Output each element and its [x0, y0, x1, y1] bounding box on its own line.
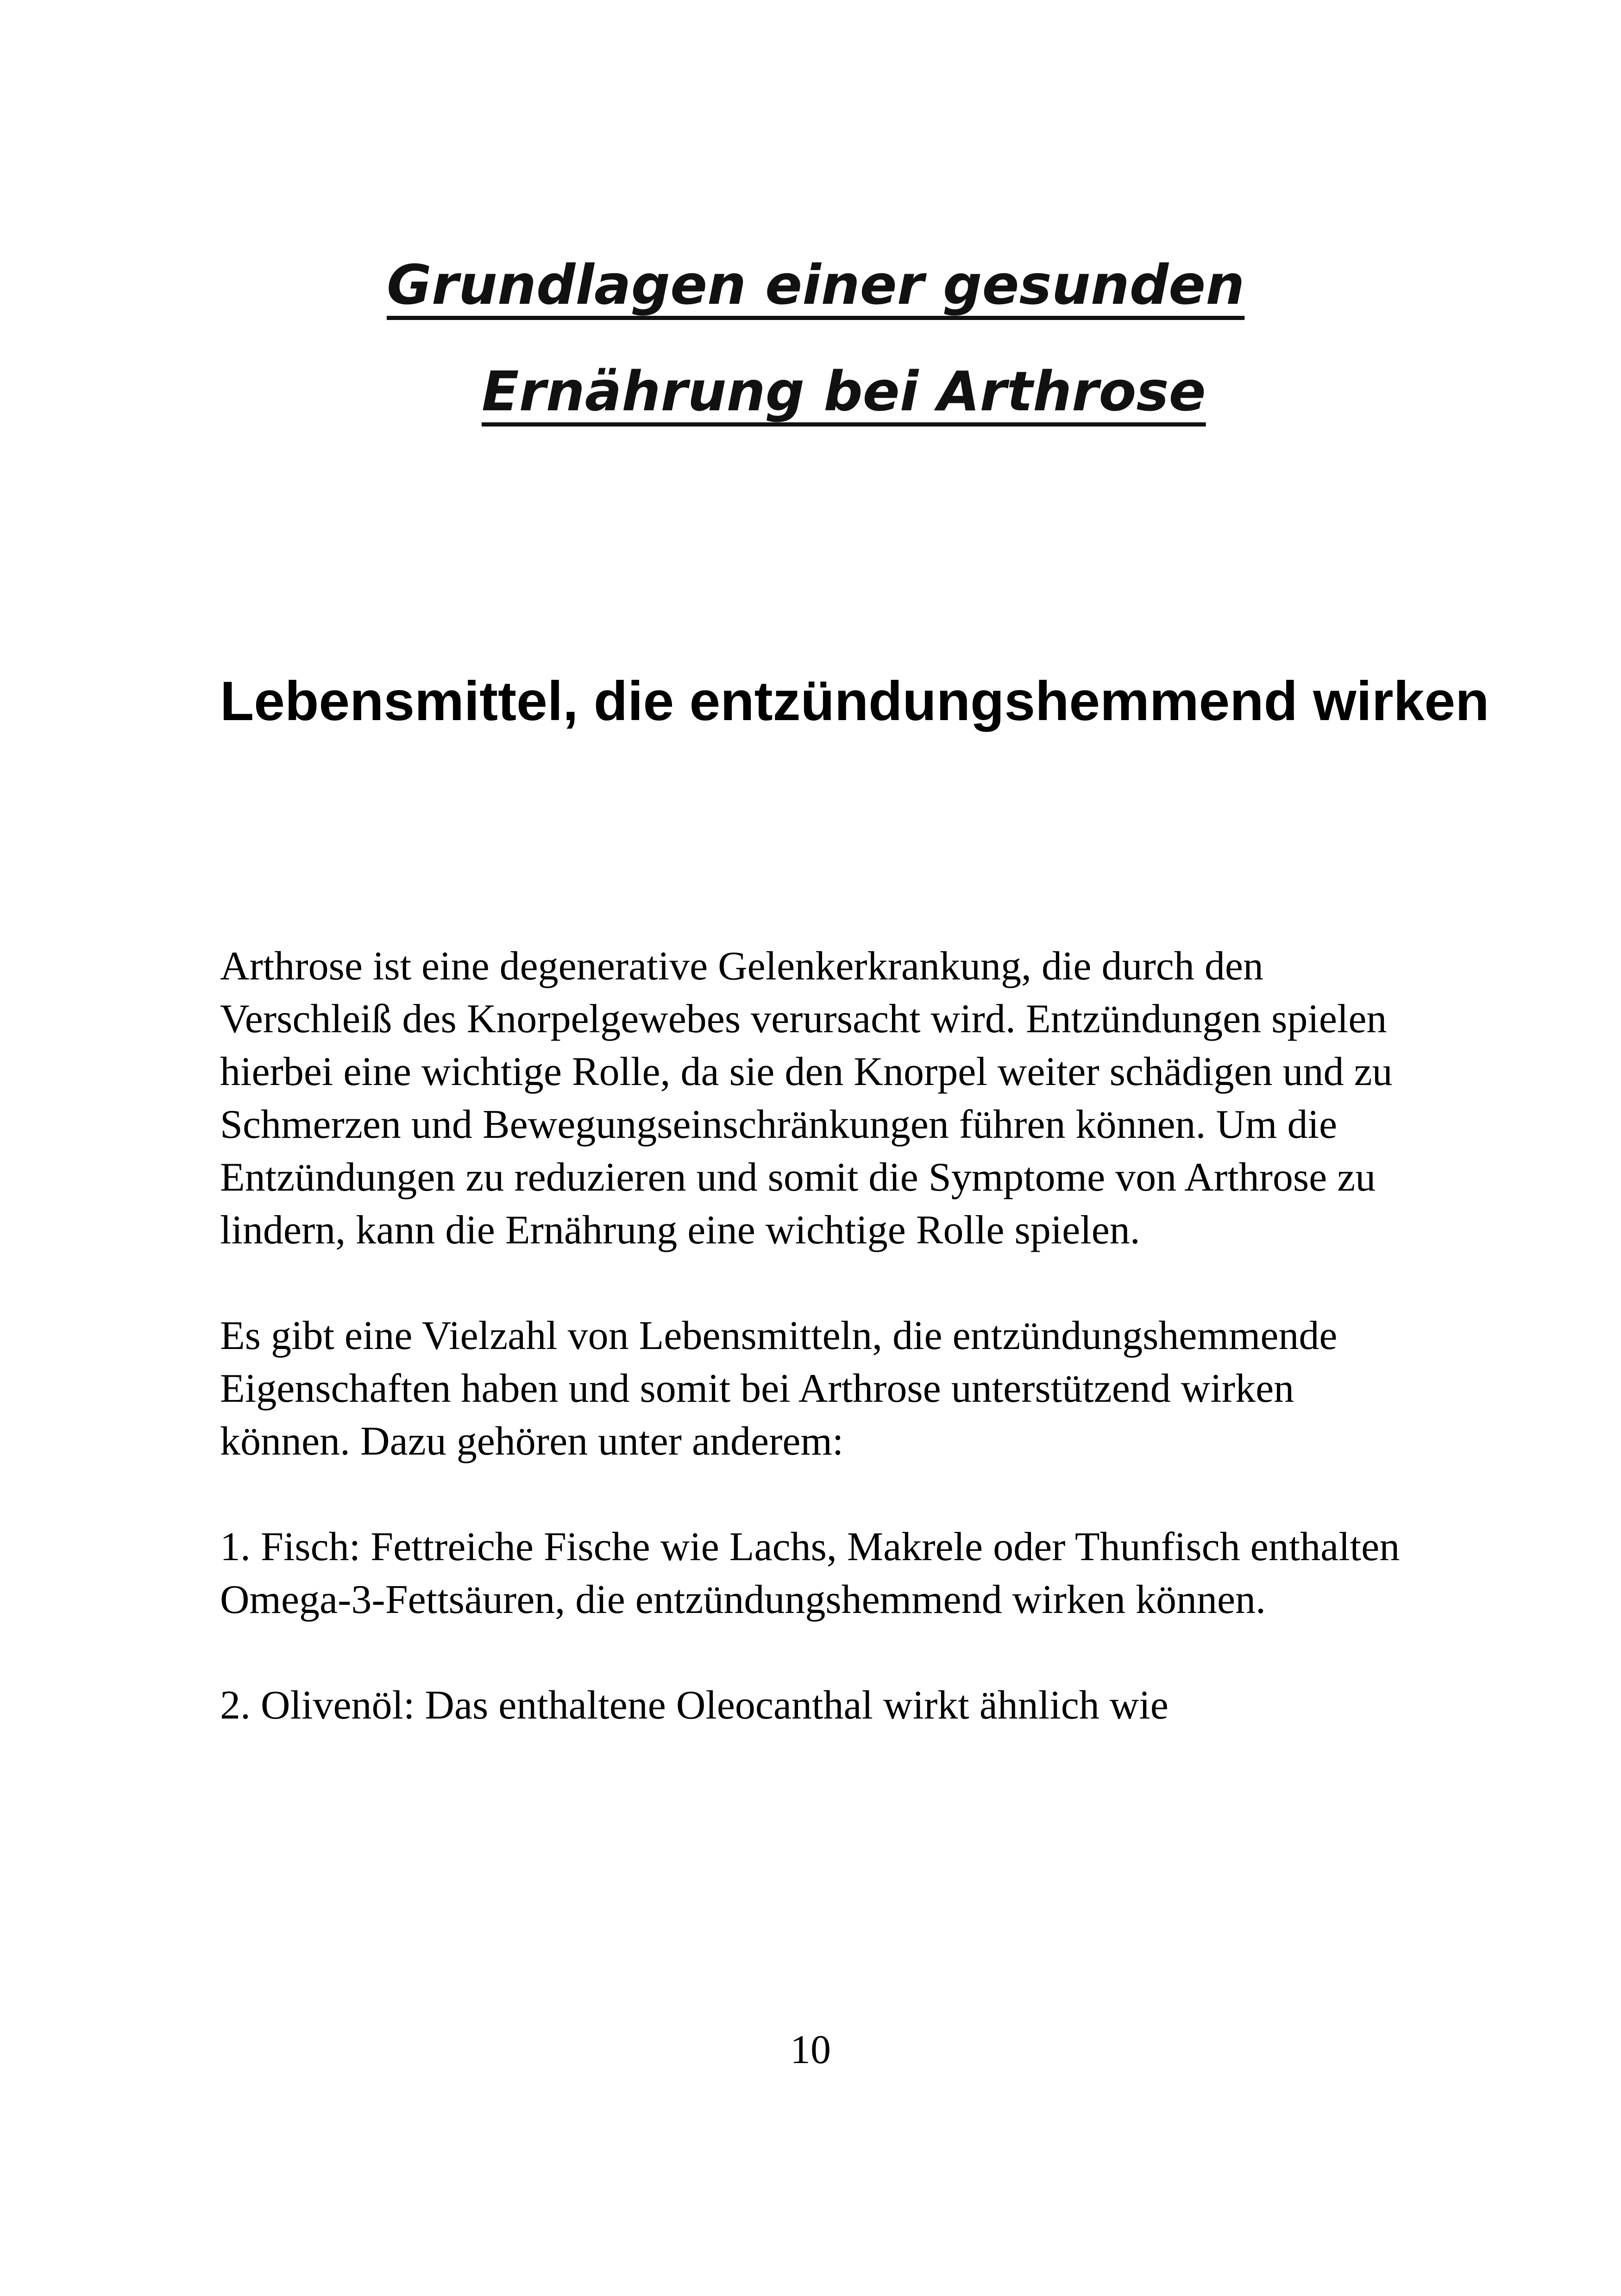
page-number: 10	[790, 2027, 831, 2072]
list-item-olive-oil: 2. Olivenöl: Das enthaltene Oleocanthal wirkt ähnlich wie	[220, 1683, 1169, 1728]
chapter-title-line-1: Grundlagen einer gesunden	[387, 253, 1245, 317]
paragraph-foods-intro: Es gibt eine Vielzahl von Lebensmitteln, die entzündungshemmende Eigenschaften haben und somit bei Arthrose unterstützend wirken können. Dazu gehören unter anderem:	[220, 1313, 1338, 1464]
list-item-fish: 1. Fisch: Fettreiche Fische wie Lachs, Makrele oder Thunfisch enthalten Omega-3-Fettsäuren, die entzündungshemmend wirken können.	[220, 1524, 1400, 1622]
section-heading: Lebensmittel, die entzündungshemmend wirken	[220, 670, 1489, 732]
paragraph-intro: Arthrose ist eine degenerative Gelenkerkrankung, die durch den Verschleiß des Knorpelgewebes verursacht wird. Entzündungen spielen hierbei eine wichtige Rolle, da sie den Knorpel weiter schädigen und zu Schmerzen und Bewegungseinschränkungen führen können. Um die Entzündungen zu reduzieren und somit die Symptome von Arthrose zu lindern, kann die Ernährung eine wichtige Rolle spielen.	[220, 944, 1393, 1253]
chapter-title-line-2: Ernährung bei Arthrose	[482, 359, 1206, 423]
body-text	[220, 940, 1424, 1785]
